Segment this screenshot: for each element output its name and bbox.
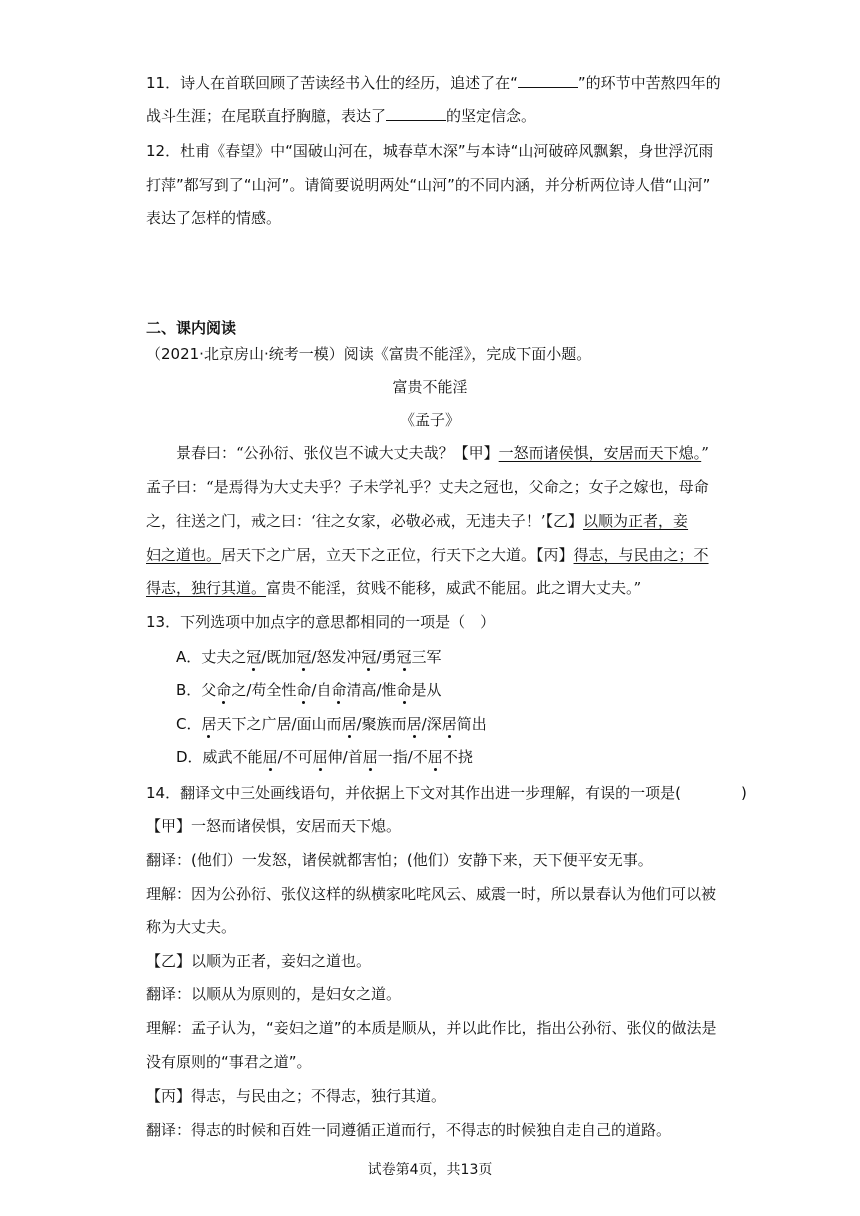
option-text: 伸/首 — [327, 748, 363, 766]
dotted-char: 命 — [216, 681, 232, 699]
q14-yi: 【乙】以顺为正者，妾妇之道也。 — [146, 952, 372, 970]
dotted-char: 冠 — [296, 648, 312, 666]
option-text: B．父 — [176, 681, 217, 699]
q11-line-1 — [146, 73, 721, 93]
q14-jia-understanding-1: 理解：因为公孙衍、张仪这样的纵横家叱咤风云、威震一时，所以景春认为他们可以被 — [146, 885, 717, 903]
dotted-char: 屈 — [262, 748, 278, 766]
q14-yi-translation: 翻译：以顺从为原则的，是妇女之道。 — [146, 985, 402, 1003]
q14-jia-translation: 翻译：(他们）一发怒，诸侯就都害怕；(他们）安静下来，天下便平安无事。 — [146, 851, 653, 869]
section-heading: 二、课内阅读 — [146, 319, 237, 337]
q14-jia-understanding-2: 称为大丈夫。 — [146, 918, 237, 936]
q14-bing-translation: 翻译：得志的时候和百姓一同遵循正道而行，不得志的时候独自走自己的道路。 — [146, 1121, 672, 1139]
passage-text: 之，往送之门，戒之曰：‘往之女家，必敬必戒，无违夫子！’【乙】 — [146, 512, 584, 530]
dotted-char: 居 — [441, 715, 457, 733]
passage-line-4 — [146, 545, 709, 565]
passage-text: 居天下之广居，立天下之正位，行天下之大道。【丙】 — [221, 546, 574, 564]
dotted-char: 居 — [406, 715, 422, 733]
option-text: /怒发冲 — [311, 648, 362, 666]
q12-line-3: 表达了怎样的情感。 — [146, 209, 282, 227]
option-text: 天下之广居/面山而 — [216, 715, 342, 733]
dotted-char: 屈 — [312, 748, 328, 766]
dotted-char: 冠 — [246, 648, 262, 666]
dotted-char: 屈 — [362, 748, 378, 766]
option-text: /深 — [421, 715, 442, 733]
option-text: 清高/惟 — [346, 681, 397, 699]
passage-title: 富贵不能淫 — [392, 378, 468, 396]
q13-stem: 13．下列选项中加点字的意思都相同的一项是（ ） — [146, 613, 496, 631]
option-text: /聚族而 — [356, 715, 407, 733]
q14-bing: 【丙】得志，与民由之；不得志，独行其道。 — [146, 1087, 447, 1105]
option-text: 不挠 — [442, 748, 473, 766]
option-text: 一指/不 — [377, 748, 428, 766]
dotted-char: 屈 — [427, 748, 443, 766]
q11-text: 战斗生涯；在尾联直抒胸臆，表达了 — [146, 107, 387, 125]
q14-stem: 14．翻译文中三处画线语句，并依据上下文对其作出进一步理解，有误的一项是( ) — [146, 784, 747, 802]
q12-line-2: 打萍”都写到了“山河”。请简要说明两处“山河”的不同内涵，并分析两位诗人借“山河” — [146, 176, 711, 194]
q14-jia: 【甲】一怒而诸侯惧，安居而天下熄。 — [146, 817, 402, 835]
q11-line-2 — [146, 106, 536, 126]
dotted-char: 冠 — [396, 648, 412, 666]
passage-line-1 — [176, 443, 709, 463]
option-text: /自 — [311, 681, 332, 699]
option-text: /既加 — [261, 648, 297, 666]
answer-blank-1[interactable] — [518, 73, 578, 88]
q13-option-c[interactable] — [176, 714, 487, 734]
q12-line-1: 12．杜甫《春望》中“国破山河在，城春草木深”与本诗“山河破碎风飘絮，身世浮沉雨 — [146, 142, 714, 160]
option-text: /勇 — [376, 648, 397, 666]
underlined-sentence-yi: 妇之道也。 — [146, 546, 222, 564]
q11-text: 11．诗人在首联回顾了苦读经书入仕的经历，追述了在“ — [146, 74, 518, 92]
option-text: 之/苟全性 — [231, 681, 297, 699]
option-text: A．丈夫之 — [176, 648, 247, 666]
section-intro: （2021·北京房山·统考一模）阅读《富贵不能淫》，完成下面小题。 — [146, 345, 592, 363]
underlined-sentence-yi: 以顺为正者，妾 — [583, 512, 689, 530]
passage-line-5 — [146, 578, 641, 598]
underlined-sentence-jia: 一怒而诸侯惧，安居而天下熄。 — [498, 444, 702, 462]
page-footer: 试卷第4页，共13页 — [367, 1162, 493, 1178]
q14-yi-understanding-1: 理解：孟子认为，“妾妇之道”的本质是顺从，并以此作比，指出公孙衍、张仪的做法是 — [146, 1019, 717, 1037]
option-text: 简出 — [456, 715, 487, 733]
passage-author: 《孟子》 — [399, 411, 460, 429]
answer-blank-2[interactable] — [386, 106, 446, 121]
passage-text: 富贵不能淫，贫贱不能移，威武不能屈。此之谓大丈夫。” — [266, 579, 642, 597]
q11-text: ”的环节中苦熬四年的 — [577, 74, 721, 92]
dotted-char: 命 — [396, 681, 412, 699]
option-text: C． — [176, 715, 202, 733]
underlined-sentence-bing: 得志，独行其道。 — [146, 579, 267, 597]
option-text: 是从 — [411, 681, 442, 699]
q13-option-a[interactable] — [176, 647, 442, 667]
dotted-char: 居 — [341, 715, 357, 733]
underlined-sentence-bing: 得志，与民由之；不 — [573, 546, 709, 564]
passage-text: 景春曰：“公孙衍、张仪岂不诚大丈夫哉？【甲】 — [176, 444, 499, 462]
passage-line-3 — [146, 511, 688, 531]
passage-line-2: 孟子曰：“是焉得为大丈夫乎？子未学礼乎？丈夫之冠也，父命之；女子之嫁也，母命 — [146, 478, 709, 496]
dotted-char: 冠 — [361, 648, 377, 666]
q13-option-d[interactable] — [176, 747, 473, 767]
passage-text: ” — [701, 444, 709, 462]
option-text: 三军 — [411, 648, 442, 666]
option-text: /不可 — [277, 748, 313, 766]
dotted-char: 命 — [331, 681, 347, 699]
q11-text: 的坚定信念。 — [446, 107, 537, 125]
option-text: D．威武不能 — [176, 748, 263, 766]
q14-yi-understanding-2: 没有原则的“事君之道”。 — [146, 1053, 312, 1071]
dotted-char: 命 — [296, 681, 312, 699]
dotted-char: 居 — [201, 715, 217, 733]
q13-option-b[interactable] — [176, 680, 442, 700]
